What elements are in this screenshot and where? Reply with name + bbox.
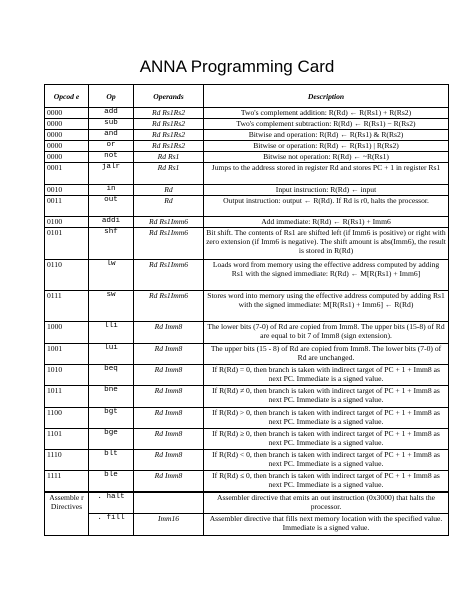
description-cell: If R(Rd) ≤ 0, then branch is taken with indirect target of PC + 1 + Imm8 as next PC. Immediate is a signed value. (204, 471, 449, 492)
op-cell: in (89, 185, 134, 196)
op-cell: and (89, 130, 134, 141)
assembler-directives-label: Assemble r Directives (45, 492, 89, 536)
description-cell: Input instruction: R(Rd) ← input (204, 185, 449, 196)
page-title: ANNA Programming Card (139, 57, 335, 76)
opcode-cell: 0000 (45, 130, 89, 141)
op-cell: sw (89, 291, 134, 322)
table-row (45, 260, 449, 291)
table-row (45, 228, 449, 260)
header-opcode: Opcod e (45, 85, 89, 108)
op-cell: jalr (89, 163, 134, 185)
op-cell: sub (89, 119, 134, 130)
op-cell: add (89, 108, 134, 119)
description-cell: The lower bits (7-0) of Rd are copied from Imm8. The upper bits (15-8) of Rd are equal to bit 7 of Imm8 (sign extension). (204, 322, 449, 344)
opcode-cell: 0000 (45, 108, 89, 119)
operands-cell: Rd Rs1 (134, 163, 204, 185)
op-cell: out (89, 196, 134, 217)
description-cell: If R(Rd) < 0, then branch is taken with indirect target of PC + 1 + Imm8 as next PC. Immediate is a signed value. (204, 450, 449, 471)
opcode-cell: 0001 (45, 163, 89, 185)
description-cell: Bitwise or operation: R(Rd) ← R(Rs1) | R(Rs2) (204, 141, 449, 152)
opcode-cell: 1111 (45, 471, 89, 492)
directive-description-cell: Assembler directive that fills next memory location with the specified value. Immediate is a signed value. (204, 514, 449, 536)
opcode-cell: 1000 (45, 322, 89, 344)
operands-cell: Rd Rs1Rs2 (134, 130, 204, 141)
table-row (45, 291, 449, 322)
operands-cell: Rd Rs1Imm6 (134, 291, 204, 322)
operands-cell: Rd (134, 185, 204, 196)
table-row (45, 163, 449, 185)
table-row (45, 152, 449, 163)
opcode-cell: 1110 (45, 450, 89, 471)
operands-cell: Rd Imm8 (134, 429, 204, 450)
table-row (45, 386, 449, 408)
table-row (45, 130, 449, 141)
description-cell: If R(Rd) > 0, then branch is taken with indirect target of PC + 1 + Imm8 as next PC. Immediate is a signed value. (204, 408, 449, 429)
op-cell: lw (89, 260, 134, 291)
directive-op-cell: . fill (89, 514, 134, 536)
directive-operands-cell (134, 492, 204, 514)
table-row (45, 408, 449, 429)
table-row (45, 344, 449, 365)
description-cell: Stores word into memory using the effective address computed by adding Rs1 with the signed immediate: M[R(Rs1) + Imm6] ← R(Rd) (204, 291, 449, 322)
opcode-cell: 0101 (45, 228, 89, 260)
op-cell: shf (89, 228, 134, 260)
operands-cell: Rd Rs1Rs2 (134, 141, 204, 152)
description-cell: Jumps to the address stored in register Rd and stores PC + 1 in register Rs1 (204, 163, 449, 185)
description-cell: If R(Rd) ≠ 0, then branch is taken with indirect target of PC + 1 + Imm8 as next PC. Immediate is a signed value. (204, 386, 449, 408)
table-row (45, 108, 449, 119)
opcode-cell: 0000 (45, 141, 89, 152)
opcode-cell: 1101 (45, 429, 89, 450)
description-cell: Bitwise and operation: R(Rd) ← R(Rs1) & R(Rs2) (204, 130, 449, 141)
table-row (45, 429, 449, 450)
operands-cell: Rd Rs1Rs2 (134, 119, 204, 130)
opcode-cell: 0010 (45, 185, 89, 196)
operands-cell: Rd Imm8 (134, 471, 204, 492)
op-cell: ble (89, 471, 134, 492)
description-cell: Bitwise not operation: R(Rd) ← ~R(Rs1) (204, 152, 449, 163)
op-cell: lui (89, 344, 134, 365)
operands-cell: Rd Imm8 (134, 365, 204, 386)
opcode-cell: 1001 (45, 344, 89, 365)
header-operands: Operands (134, 85, 204, 108)
op-cell: bgt (89, 408, 134, 429)
description-cell: Bit shift. The contents of Rs1 are shifted left (if Imm6 is positive) or right with zero extension (if Imm6 is negative). The shift amount is abs(Imm6), the result is stored in R(Rd) (204, 228, 449, 260)
op-cell: not (89, 152, 134, 163)
instruction-table (44, 84, 449, 536)
operands-cell: Rd Imm8 (134, 344, 204, 365)
op-cell: lli (89, 322, 134, 344)
description-cell: If R(Rd) ≥ 0, then branch is taken with indirect target of PC + 1 + Imm8 as next PC. Immediate is a signed value. (204, 429, 449, 450)
description-cell: Loads word from memory using the effective address computed by adding Rs1 with the signed immediate: R(Rd) ← M[R(Rs1) + Imm6] (204, 260, 449, 291)
directive-row (45, 514, 449, 536)
opcode-cell: 0000 (45, 119, 89, 130)
opcode-cell: 0110 (45, 260, 89, 291)
table-row (45, 322, 449, 344)
description-cell: Add immediate: R(Rd) ← R(Rs1) + Imm6 (204, 217, 449, 228)
opcode-cell: 1011 (45, 386, 89, 408)
opcode-cell: 0011 (45, 196, 89, 217)
description-cell: Two's complement subtraction: R(Rd) ← R(Rs1) − R(Rs2) (204, 119, 449, 130)
table-row (45, 471, 449, 492)
description-cell: Output instruction: output ← R(Rd). If Rd is r0, halts the processor. (204, 196, 449, 217)
operands-cell: Rd Imm8 (134, 322, 204, 344)
opcode-cell: 0000 (45, 152, 89, 163)
directive-description-cell: Assembler directive that emits an out instruction (0x3000) that halts the processor. (204, 492, 449, 514)
opcode-cell: 0111 (45, 291, 89, 322)
op-cell: blt (89, 450, 134, 471)
op-cell: or (89, 141, 134, 152)
opcode-cell: 1100 (45, 408, 89, 429)
table-row (45, 185, 449, 196)
op-cell: addi (89, 217, 134, 228)
table-row (45, 365, 449, 386)
operands-cell: Rd Imm8 (134, 408, 204, 429)
table-row (45, 196, 449, 217)
operands-cell: Rd Rs1Imm6 (134, 228, 204, 260)
op-cell: bge (89, 429, 134, 450)
table-row (45, 217, 449, 228)
operands-cell: Rd Rs1Imm6 (134, 217, 204, 228)
opcode-cell: 0100 (45, 217, 89, 228)
header-op: Op (89, 85, 134, 108)
table-row (45, 450, 449, 471)
description-cell: If R(Rd) = 0, then branch is taken with indirect target of PC + 1 + Imm8 as next PC. Immediate is a signed value. (204, 365, 449, 386)
op-cell: bne (89, 386, 134, 408)
header-description: Description (204, 85, 449, 108)
description-cell: The upper bits (15 - 8) of Rd are copied from Imm8. The lower bits (7-0) of Rd are unchanged. (204, 344, 449, 365)
operands-cell: Rd (134, 196, 204, 217)
operands-cell: Rd Imm8 (134, 386, 204, 408)
directive-operands-cell: Imm16 (134, 514, 204, 536)
directive-row (45, 492, 449, 514)
directive-op-cell: . halt (89, 492, 134, 514)
operands-cell: Rd Rs1 (134, 152, 204, 163)
description-cell: Two's complement addition: R(Rd) ← R(Rs1) + R(Rs2) (204, 108, 449, 119)
table-row (45, 119, 449, 130)
opcode-cell: 1010 (45, 365, 89, 386)
table-header-row (45, 85, 449, 108)
operands-cell: Rd Rs1Imm6 (134, 260, 204, 291)
operands-cell: Rd Rs1Rs2 (134, 108, 204, 119)
operands-cell: Rd Imm8 (134, 450, 204, 471)
op-cell: beq (89, 365, 134, 386)
table-row (45, 141, 449, 152)
